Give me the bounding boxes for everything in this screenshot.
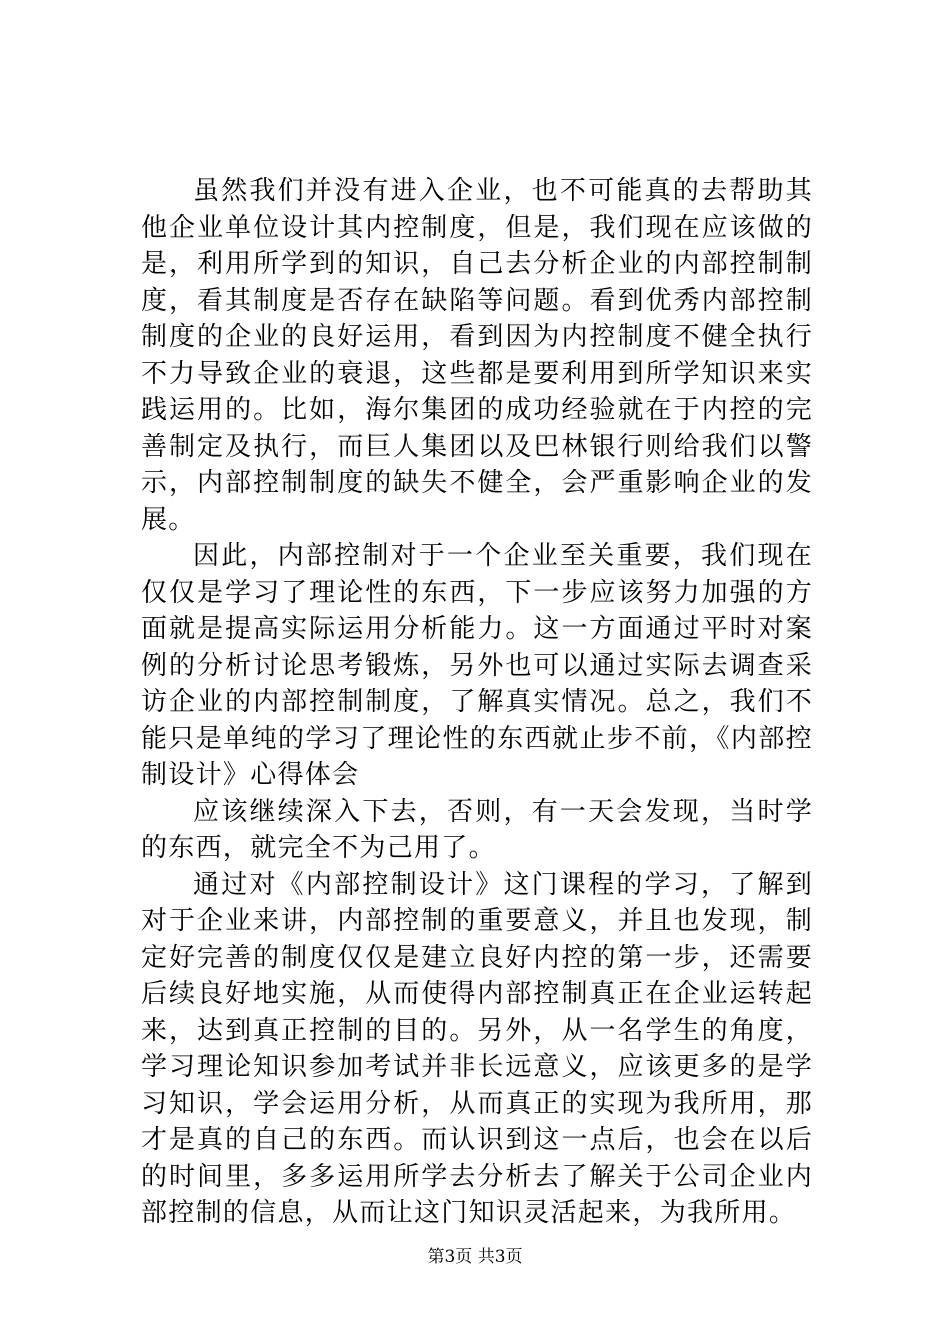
paragraph-4: 通过对《内部控制设计》这门课程的学习，了解到对于企业来讲，内部控制的重要意义，并且也发现，制定好完善的制度仅仅是建立良好内控的第一步，还需要后续良好地实施，从而使得内部控制真正在企业运转起来，达到真正控制的目的。另外，从一名学生的角度，学习理论知识参加考试并非长远意义，应该更多的是学习知识，学会运用分析，从而真正的实现为我所用，那才是真的自己的东西。而认识到这一点后，也会在以后的时间里，多多运用所学去分析去了解关于公司企业内部控制的信息，从而让这门知识灵活起来，为我所用。 bbox=[141, 869, 813, 1228]
paragraph-1: 虽然我们并没有进入企业，也不可能真的去帮助其他企业单位设计其内控制度，但是，我们现在应该做的是，利用所学到的知识，自己去分析企业的内部控制制度，看其制度是否存在缺陷等问题。看到优秀内部控制制度的企业的良好运用，看到因为内控制度不健全执行不力导致企业的衰退，这些都是要利用到所学知识来实践运用的。比如，海尔集团的成功经验就在于内控的完善制定及执行，而巨人集团以及巴林银行则给我们以警示，内部控制制度的缺失不健全，会严重影响企业的发展。 bbox=[141, 176, 813, 535]
paragraph-2: 因此，内部控制对于一个企业至关重要，我们现在仅仅是学习了理论性的东西，下一步应该努力加强的方面就是提高实际运用分析能力。这一方面通过平时对案例的分析讨论思考锻炼，另外也可以通过实际去调查采访企业的内部控制制度，了解真实情况。总之，我们不能只是单纯的学习了理论性的东西就止步不前，《内部控制设计》心得体会 bbox=[141, 541, 813, 790]
paragraph-3: 应该继续深入下去，否则，有一天会发现，当时学的东西，就完全不为己用了。 bbox=[141, 796, 813, 863]
document-body bbox=[141, 173, 813, 1232]
page-number-footer: 第3页 共3页 bbox=[427, 1247, 523, 1267]
